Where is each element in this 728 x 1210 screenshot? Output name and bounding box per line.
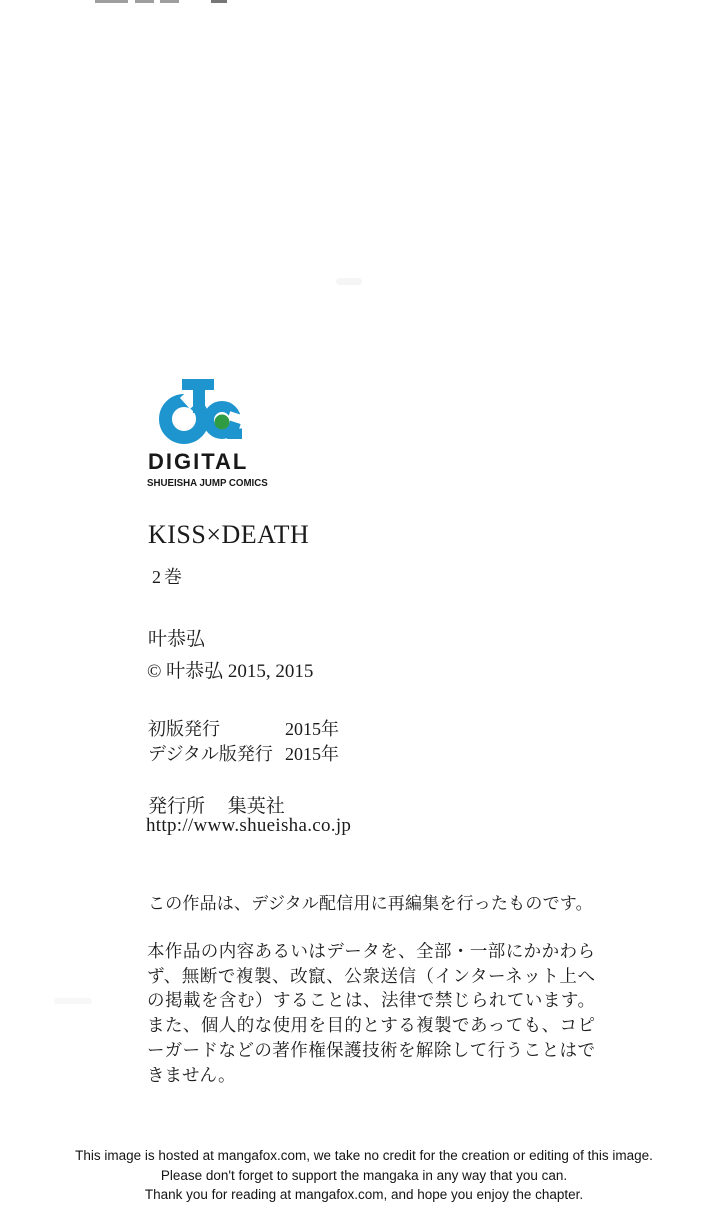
edition-value: 2015年 <box>285 744 339 764</box>
scan-smudge <box>336 278 362 285</box>
jc-monogram-icon <box>159 372 245 446</box>
legal-notice: 本作品の内容あるいはデータを、全部・一部にかかわらず、無断で複製、改竄、公衆送信（インターネット上への掲載を含む）することは、法律で禁じられています。また、個人的な使用を目的とする複製であっても、コピーガードなどの著作権保護技術を解除して行うことはできません。 <box>147 941 595 1085</box>
logo-subtitle: SHUEISHA JUMP COMICS <box>147 478 268 489</box>
top-edge-artifact <box>211 0 227 3</box>
logo-wordmark: DIGITAL <box>148 449 249 474</box>
edition-label: 初版発行 <box>148 719 220 739</box>
edition-row <box>148 717 339 742</box>
publisher-url: http://www.shueisha.co.jp <box>146 815 352 836</box>
digital-edition-note: この作品は、デジタル配信用に再編集を行ったものです。 <box>148 894 593 913</box>
hoster-footer-line: Thank you for reading at mangafox.com, and hope you enjoy the chapter. <box>144 1187 584 1202</box>
copyright-line: © 叶恭弘 2015, 2015 <box>147 661 314 682</box>
top-edge-artifact <box>160 0 179 3</box>
hoster-footer-line: Please don't forget to support the mangaka in any way that you can. <box>160 1167 568 1183</box>
book-volume: 2巻 <box>152 567 185 587</box>
publisher-name: 集英社 <box>227 796 285 817</box>
top-edge-artifact <box>95 0 128 3</box>
hoster-footer-line: This image is hosted at mangafox.com, we take no credit for the creation or editing of this image. <box>75 1148 653 1163</box>
edition-table <box>148 717 339 767</box>
publisher-logo <box>147 372 268 489</box>
top-edge-artifact <box>135 0 154 3</box>
hoster-footer <box>0 1146 728 1205</box>
book-title: KISS×DEATH <box>148 520 310 549</box>
edition-value: 2015年 <box>285 719 339 739</box>
publisher-label: 発行所 <box>148 796 206 817</box>
edition-row <box>148 742 339 767</box>
edition-label: デジタル版発行 <box>148 744 273 764</box>
scan-smudge <box>54 998 92 1004</box>
author-name: 叶恭弘 <box>148 629 206 650</box>
publisher-line <box>148 791 285 818</box>
